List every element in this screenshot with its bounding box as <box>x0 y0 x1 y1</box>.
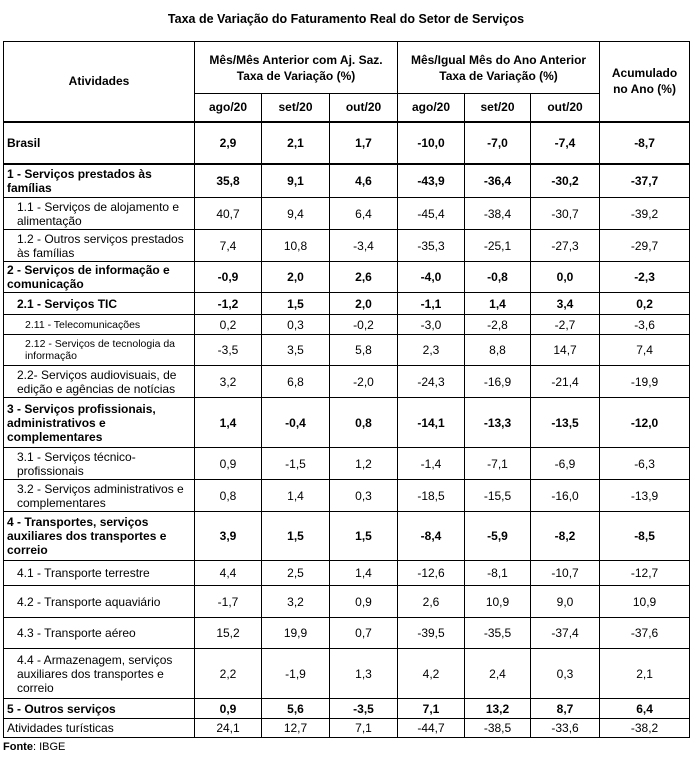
row-value: -13,5 <box>531 398 600 448</box>
row-label: 1.2 - Outros serviços prestados às famílias <box>4 230 195 262</box>
row-value: -8,7 <box>600 122 690 164</box>
row-label: 4.4 - Armazenagem, serviços auxiliares dos transportes e correio <box>4 649 195 699</box>
row-value: -10,7 <box>531 561 600 586</box>
row-value: 0,7 <box>330 618 398 649</box>
row-label: 4.1 - Transporte terrestre <box>4 561 195 586</box>
row-value: -38,2 <box>600 719 690 738</box>
row-value: 3,2 <box>262 586 330 618</box>
row-value: -2,7 <box>531 315 600 335</box>
services-revenue-table <box>3 41 690 738</box>
row-value: 0,0 <box>531 262 600 293</box>
row-value: -3,0 <box>398 315 465 335</box>
row-value: -36,4 <box>465 164 531 198</box>
row-value: 3,5 <box>262 335 330 366</box>
row-value: 14,7 <box>531 335 600 366</box>
row-value: 0,3 <box>531 649 600 699</box>
row-value: 6,8 <box>262 366 330 398</box>
row-value: 3,2 <box>195 366 262 398</box>
table-row <box>4 262 690 293</box>
table-row <box>4 586 690 618</box>
row-value: 4,6 <box>330 164 398 198</box>
row-value: 2,6 <box>398 586 465 618</box>
row-value: 40,7 <box>195 198 262 230</box>
row-value: -12,7 <box>600 561 690 586</box>
row-label: 1 - Serviços prestados às famílias <box>4 164 195 198</box>
row-value: -33,6 <box>531 719 600 738</box>
row-value: -15,5 <box>465 480 531 512</box>
table-row <box>4 230 690 262</box>
header-group1-line1: Mês/Mês Anterior com Aj. Saz. <box>209 52 383 67</box>
row-value: 2,4 <box>465 649 531 699</box>
row-label: 3.1 - Serviços técnico-profissionais <box>4 448 195 480</box>
row-label: Atividades turísticas <box>4 719 195 738</box>
row-value: 2,2 <box>195 649 262 699</box>
row-value: -16,9 <box>465 366 531 398</box>
row-value: -39,2 <box>600 198 690 230</box>
row-value: -8,2 <box>531 512 600 561</box>
source-text: : IBGE <box>32 741 66 753</box>
row-value: 3,4 <box>531 293 600 315</box>
row-value: -45,4 <box>398 198 465 230</box>
row-label: 4.3 - Transporte aéreo <box>4 618 195 649</box>
row-value: 1,4 <box>262 480 330 512</box>
row-value: 35,8 <box>195 164 262 198</box>
row-label: 3.2 - Serviços administrativos e complementares <box>4 480 195 512</box>
row-value: 24,1 <box>195 719 262 738</box>
row-value: 1,4 <box>195 398 262 448</box>
row-value: 12,7 <box>262 719 330 738</box>
row-value: 0,8 <box>195 480 262 512</box>
row-value: -4,0 <box>398 262 465 293</box>
row-value: 9,1 <box>262 164 330 198</box>
row-value: -3,5 <box>195 335 262 366</box>
row-value: 10,9 <box>600 586 690 618</box>
row-value: -19,9 <box>600 366 690 398</box>
header-month: set/20 <box>262 94 330 122</box>
row-value: -38,5 <box>465 719 531 738</box>
row-value: 5,8 <box>330 335 398 366</box>
header-month: out/20 <box>531 94 600 122</box>
row-value: -1,4 <box>398 448 465 480</box>
table-row <box>4 198 690 230</box>
table-row <box>4 293 690 315</box>
table-row <box>4 366 690 398</box>
row-value: -37,4 <box>531 618 600 649</box>
table-row <box>4 512 690 561</box>
row-value: 1,2 <box>330 448 398 480</box>
row-value: -7,1 <box>465 448 531 480</box>
row-value: 2,1 <box>600 649 690 699</box>
row-value: 2,0 <box>262 262 330 293</box>
row-value: -29,7 <box>600 230 690 262</box>
row-value: -25,1 <box>465 230 531 262</box>
row-label: 3 - Serviços profissionais, administrativos e complementares <box>4 398 195 448</box>
row-value: -1,5 <box>262 448 330 480</box>
row-value: 13,2 <box>465 699 531 719</box>
row-value: 8,8 <box>465 335 531 366</box>
row-label: 1.1 - Serviços de alojamento e alimentação <box>4 198 195 230</box>
row-value: 3,9 <box>195 512 262 561</box>
row-value: 7,1 <box>398 699 465 719</box>
row-value: 8,7 <box>531 699 600 719</box>
row-value: -0,8 <box>465 262 531 293</box>
row-value: -10,0 <box>398 122 465 164</box>
row-value: -8,4 <box>398 512 465 561</box>
row-value: -2,0 <box>330 366 398 398</box>
row-value: 1,5 <box>330 512 398 561</box>
header-group2-line2: Taxa de Variação (%) <box>439 68 558 83</box>
row-value: 1,4 <box>465 293 531 315</box>
row-value: 5,6 <box>262 699 330 719</box>
row-value: -0,9 <box>195 262 262 293</box>
row-value: -21,4 <box>531 366 600 398</box>
row-value: -6,3 <box>600 448 690 480</box>
row-label: 2 - Serviços de informação e comunicação <box>4 262 195 293</box>
row-value: 7,4 <box>195 230 262 262</box>
row-value: -30,2 <box>531 164 600 198</box>
row-value: 0,9 <box>195 448 262 480</box>
row-value: -43,9 <box>398 164 465 198</box>
table-row <box>4 164 690 198</box>
row-value: -27,3 <box>531 230 600 262</box>
row-value: 0,3 <box>262 315 330 335</box>
header-month: set/20 <box>465 94 531 122</box>
row-value: 2,6 <box>330 262 398 293</box>
row-value: -8,5 <box>600 512 690 561</box>
row-value: 0,8 <box>330 398 398 448</box>
row-value: 10,8 <box>262 230 330 262</box>
row-value: 6,4 <box>600 699 690 719</box>
header-activities: Atividades <box>4 42 195 122</box>
row-value: -6,9 <box>531 448 600 480</box>
row-value: -13,3 <box>465 398 531 448</box>
row-value: 7,4 <box>600 335 690 366</box>
row-value: 0,3 <box>330 480 398 512</box>
row-value: 0,2 <box>195 315 262 335</box>
source-label: Fonte <box>3 741 33 753</box>
row-value: -7,0 <box>465 122 531 164</box>
header-month: ago/20 <box>195 94 262 122</box>
row-value: -8,1 <box>465 561 531 586</box>
row-value: -37,7 <box>600 164 690 198</box>
row-value: 1,7 <box>330 122 398 164</box>
row-value: 2,1 <box>262 122 330 164</box>
row-value: 2,9 <box>195 122 262 164</box>
row-value: 0,2 <box>600 293 690 315</box>
row-value: 0,9 <box>330 586 398 618</box>
table-row <box>4 448 690 480</box>
row-value: -38,4 <box>465 198 531 230</box>
row-value: -44,7 <box>398 719 465 738</box>
header-group2-line1: Mês/Igual Mês do Ano Anterior <box>410 52 587 67</box>
row-value: -30,7 <box>531 198 600 230</box>
row-label: 2.12 - Serviços de tecnologia da informação <box>4 335 195 366</box>
row-value: -2,8 <box>465 315 531 335</box>
row-label: 2.11 - Telecomunicações <box>4 315 195 335</box>
row-value: -1,1 <box>398 293 465 315</box>
row-value: 1,5 <box>262 293 330 315</box>
row-value: 4,4 <box>195 561 262 586</box>
row-value: 1,3 <box>330 649 398 699</box>
row-label: 4.2 - Transporte aquaviário <box>4 586 195 618</box>
table-row <box>4 649 690 699</box>
row-value: -0,2 <box>330 315 398 335</box>
row-value: -16,0 <box>531 480 600 512</box>
header-accumulated <box>600 42 690 122</box>
row-value: -39,5 <box>398 618 465 649</box>
row-label: 4 - Transportes, serviços auxiliares dos transportes e correio <box>4 512 195 561</box>
row-label: 2.2- Serviços audiovisuais, de edição e agências de notícias <box>4 366 195 398</box>
row-value: 10,9 <box>465 586 531 618</box>
source-note <box>3 741 65 753</box>
header-group-year-over-year <box>398 42 600 94</box>
table-row <box>4 398 690 448</box>
row-value: 15,2 <box>195 618 262 649</box>
row-label: 5 - Outros serviços <box>4 699 195 719</box>
table-row <box>4 480 690 512</box>
row-value: -7,4 <box>531 122 600 164</box>
row-label: Brasil <box>4 122 195 164</box>
row-value: 7,1 <box>330 719 398 738</box>
row-value: -0,4 <box>262 398 330 448</box>
row-value: -3,4 <box>330 230 398 262</box>
row-value: 9,4 <box>262 198 330 230</box>
row-value: -24,3 <box>398 366 465 398</box>
row-value: -3,6 <box>600 315 690 335</box>
row-value: 4,2 <box>398 649 465 699</box>
row-value: 6,4 <box>330 198 398 230</box>
row-value: 1,4 <box>330 561 398 586</box>
table-row <box>4 335 690 366</box>
row-value: 2,0 <box>330 293 398 315</box>
row-value: 2,3 <box>398 335 465 366</box>
header-group-month-over-month <box>195 42 398 94</box>
table-title: Taxa de Variação do Faturamento Real do Setor de Serviços <box>167 12 525 26</box>
row-value: -5,9 <box>465 512 531 561</box>
row-value: -2,3 <box>600 262 690 293</box>
row-value: -1,2 <box>195 293 262 315</box>
row-value: -35,3 <box>398 230 465 262</box>
header-month: ago/20 <box>398 94 465 122</box>
table-row <box>4 315 690 335</box>
header-month: out/20 <box>330 94 398 122</box>
row-value: 0,9 <box>195 699 262 719</box>
row-value: -14,1 <box>398 398 465 448</box>
table-row <box>4 699 690 719</box>
row-value: -13,9 <box>600 480 690 512</box>
header-group1-line2: Taxa de Variação (%) <box>236 68 356 83</box>
row-value: 1,5 <box>262 512 330 561</box>
table-row <box>4 122 690 164</box>
row-value: -37,6 <box>600 618 690 649</box>
row-value: -3,5 <box>330 699 398 719</box>
row-value: 2,5 <box>262 561 330 586</box>
table-row <box>4 618 690 649</box>
row-value: 9,0 <box>531 586 600 618</box>
table-row <box>4 561 690 586</box>
header-accum-line1: Acumulado <box>611 66 678 81</box>
row-value: -1,9 <box>262 649 330 699</box>
table-row <box>4 719 690 738</box>
row-value: -12,0 <box>600 398 690 448</box>
row-value: -12,6 <box>398 561 465 586</box>
header-accum-line2: no Ano (%) <box>613 82 676 97</box>
row-value: -18,5 <box>398 480 465 512</box>
row-value: -1,7 <box>195 586 262 618</box>
row-label: 2.1 - Serviços TIC <box>4 293 195 315</box>
row-value: 19,9 <box>262 618 330 649</box>
row-value: -35,5 <box>465 618 531 649</box>
